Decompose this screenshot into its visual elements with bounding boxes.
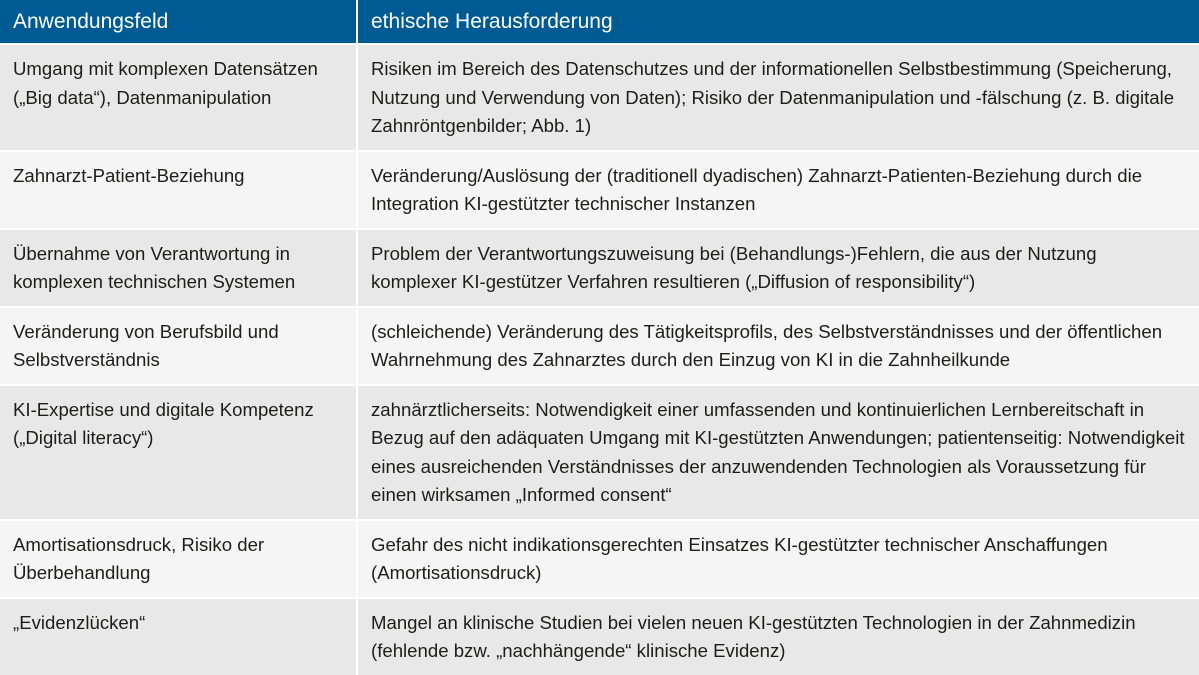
table-row	[0, 229, 1199, 307]
table-row	[0, 598, 1199, 675]
field-cell: Veränderung von Berufsbild und Selbstverständnis	[0, 307, 357, 385]
field-cell: Übernahme von Verantwortung in komplexen technischen Systemen	[0, 229, 357, 307]
field-cell: „Evidenzlücken“	[0, 598, 357, 675]
column-header-anwendungsfeld: Anwendungsfeld	[0, 0, 357, 44]
challenge-cell: zahnärztlicherseits: Notwendigkeit einer umfassenden und kontinuierlichen Lernbereitschaft in Bezug auf den adäquaten Umgang mit KI-gestützten Anwendungen; patientenseitig: Notwendigkeit eines ausreichenden Verständnisses der anzuwendenden Technologien als Voraussetzung für einen wirksamen „Informed consent“	[357, 385, 1199, 520]
field-cell: KI-Expertise und digitale Kompetenz („Digital literacy“)	[0, 385, 357, 520]
challenge-cell: (schleichende) Veränderung des Tätigkeitsprofils, des Selbstverständnisses und der öffentlichen Wahrnehmung des Zahnarztes durch den Einzug von KI in die Zahnheilkunde	[357, 307, 1199, 385]
table-row	[0, 385, 1199, 520]
challenge-cell: Gefahr des nicht indikationsgerechten Einsatzes KI-gestützter technischer Anschaffungen (Amortisationsdruck)	[357, 520, 1199, 598]
challenge-cell: Mangel an klinische Studien bei vielen neuen KI-gestützten Technologien in der Zahnmedizin (fehlende bzw. „nachhängende“ klinische Evidenz)	[357, 598, 1199, 675]
table-header-row	[0, 0, 1199, 44]
field-cell: Amortisationsdruck, Risiko der Überbehandlung	[0, 520, 357, 598]
challenge-cell: Veränderung/Auslösung der (traditionell dyadischen) Zahnarzt-Patienten-Beziehung durch die Integration KI-gestützter technischer Instanzen	[357, 151, 1199, 229]
table-row	[0, 307, 1199, 385]
challenge-cell: Problem der Verantwortungszuweisung bei (Behandlungs-)Fehlern, die aus der Nutzung komplexer KI-gestützer Verfahren resultieren („Diffusion of responsibility“)	[357, 229, 1199, 307]
table-row	[0, 151, 1199, 229]
challenge-cell: Risiken im Bereich des Datenschutzes und der informationellen Selbstbestimmung (Speicherung, Nutzung und Verwendung von Daten); Risiko der Datenmanipulation und -fälschung (z. B. digitale Zahnröntgenbilder; Abb. 1)	[357, 44, 1199, 151]
field-cell: Umgang mit komplexen Datensätzen („Big data“), Datenmanipulation	[0, 44, 357, 151]
table-row	[0, 44, 1199, 151]
table-row	[0, 520, 1199, 598]
column-header-herausforderung: ethische Herausforderung	[357, 0, 1199, 44]
field-cell: Zahnarzt-Patient-Beziehung	[0, 151, 357, 229]
